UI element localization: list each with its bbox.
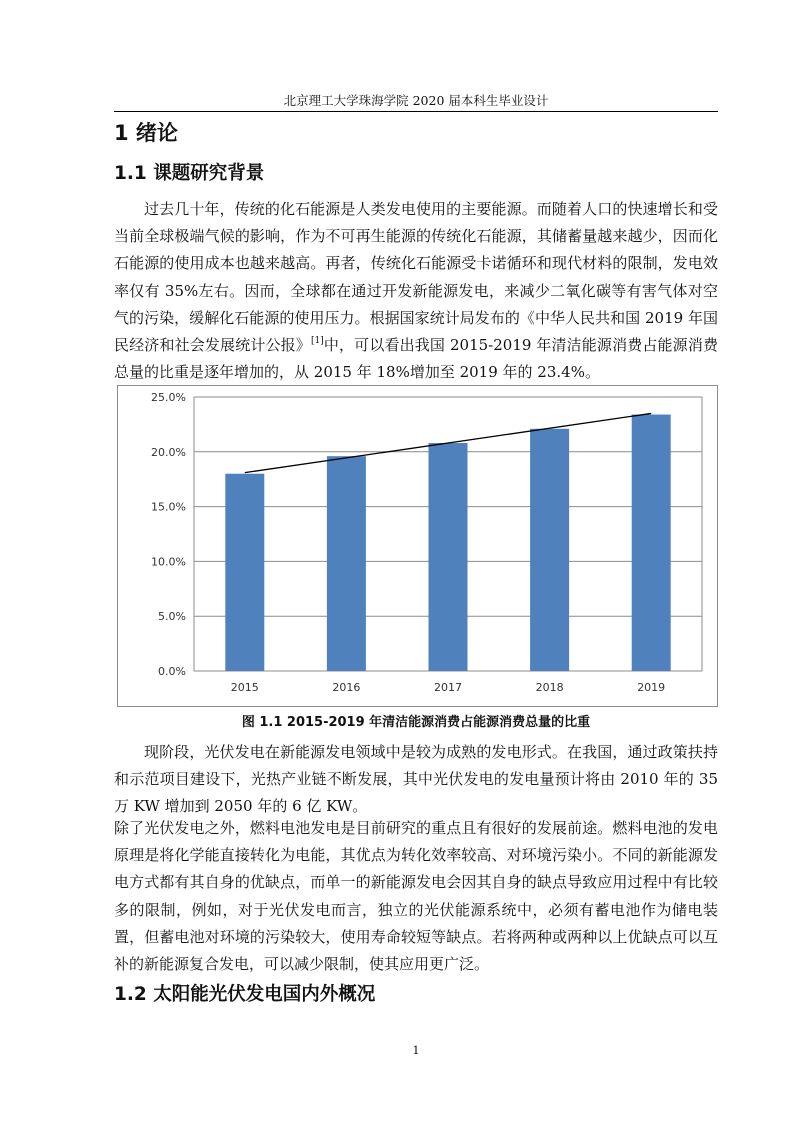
y-tick-label: 10.0% <box>151 555 186 569</box>
x-tick-label: 2015 <box>230 681 259 694</box>
x-tick-label: 2016 <box>332 681 361 694</box>
chapter-title: 1 绪论 <box>114 121 178 145</box>
paragraph-background-text: 过去几十年，传统的化石能源是人类发电使用的主要能源。而随着人口的快速增长和受当前全球极端气候的影响，作为不可再生能源的传统化石能源，其储蓄量越来越少，因而化石能源的使用成本也越来越高。再者，传统化石能源受卡诺循环和现代材料的限制，发电效率仅有 35%左右。因而，全球都在通过开发新能源发电，来减少二氧化碳等有害气体对空气的污染，缓解化石能源的使用压力。根据国家统计局发布的《中华人民共和国 2019 年国民经济和社会发展统计公报》 <box>114 200 718 355</box>
y-tick-label: 20.0% <box>151 445 186 459</box>
x-tick-label: 2018 <box>535 681 564 694</box>
clean-energy-bar-chart <box>117 385 718 707</box>
paragraph-pv-status: 现阶段，光伏发电在新能源发电领域中是较为成熟的发电形式。在我国，通过政策扶持和示范项目建设下，光热产业链不断发展，其中光伏发电的发电量预计将由 2010 年的 35 万 KW 增加到 2050 年的 6 亿 KW。 <box>114 743 718 816</box>
bar-2017 <box>429 443 468 671</box>
paragraph-background-text-cont: 中，可以看出我国 2015-2019 年清洁能源消费占能源消费总量的比重是逐年增加的，从 2015 年 18%增加至 2019 年的 23.4%。 <box>114 336 718 382</box>
figure-caption: 图 1.1 2015-2019 年清洁能源消费占能源消费总量的比重 <box>241 715 591 730</box>
header-rule <box>114 111 718 112</box>
y-tick-label: 5.0% <box>158 610 186 624</box>
paragraph-fuel-cell: 除了光伏发电之外，燃料电池发电是目前研究的重点且有很好的发展前途。燃料电池的发电原理是将化学能直接转化为电能，其优点为转化效率较高、对环境污染小。不同的新能源发电方式都有其自身的优缺点，而单一的新能源发电会因其自身的缺点导致应用过程中有比较多的限制，例如，对于光伏发电而言，独立的光伏能源系统中，必须有蓄电池作为储电装置，但蓄电池对环境的污染较大，使用寿命较短等缺点。若将两种或两种以上优缺点可以互补的新能源复合发电，可以减少限制，使其应用更广泛。 <box>114 819 718 974</box>
chart-canvas <box>118 386 717 706</box>
bar-2019 <box>632 415 671 671</box>
citation-ref[interactable]: [1] <box>310 336 324 347</box>
bar-2018 <box>530 429 569 671</box>
page-number: 1 <box>412 1044 420 1057</box>
y-tick-label: 0.0% <box>158 665 186 678</box>
x-tick-label: 2017 <box>434 681 462 694</box>
page-header: 北京理工大学珠海学院 2020 届本科生毕业设计 <box>283 93 549 108</box>
paragraph-background <box>114 196 718 386</box>
y-tick-label: 25.0% <box>151 391 186 404</box>
bar-2015 <box>225 474 264 671</box>
section-title-1-2: 1.2 太阳能光伏发电国内外概况 <box>114 984 376 1005</box>
bar-2016 <box>327 456 366 671</box>
x-tick-label: 2019 <box>637 681 666 694</box>
y-tick-label: 15.0% <box>151 500 186 514</box>
section-title-1-1: 1.1 课题研究背景 <box>114 163 265 184</box>
